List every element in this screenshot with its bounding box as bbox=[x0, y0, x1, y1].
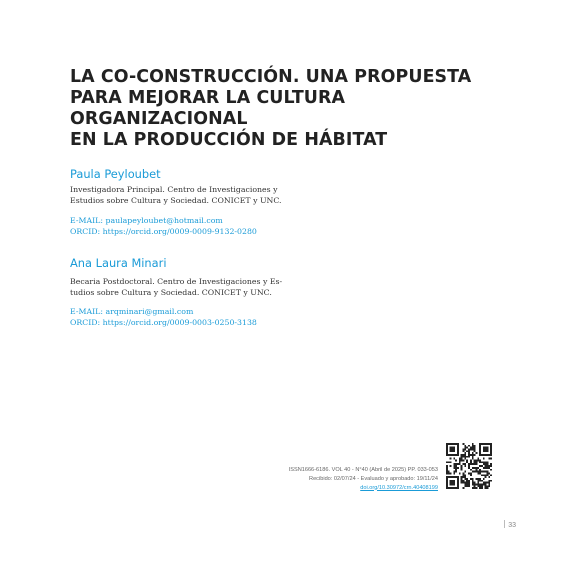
title-bold-part: LA CO-CONSTRUCCIÓN. bbox=[70, 67, 300, 87]
article-title bbox=[70, 67, 510, 151]
dates-line: Recibido: 02/07/24 - Evaluado y aprobado: 19/11/24 bbox=[309, 475, 438, 482]
author-email-1[interactable]: E-MAIL: paulapeyloubet@hotmail.com bbox=[70, 216, 223, 225]
issn-line: ISSN1666-6186. VOL 40 - N°40 (Abril de 2025) PP. 033-053 bbox=[288, 467, 438, 473]
author-affiliation-2 bbox=[70, 276, 295, 298]
author-email-2[interactable]: E-MAIL: arqminari@gmail.com bbox=[70, 307, 194, 316]
qr-code-icon bbox=[446, 443, 492, 489]
affiliation-line: Becaria Postdoctoral. Centro de Investigaciones y Es- bbox=[70, 277, 283, 286]
author-orcid-1[interactable]: ORCID: https://orcid.org/0009-0009-9132-0280 bbox=[70, 227, 257, 236]
title-line2: PARA MEJORAR LA CULTURA ORGANIZACIONAL bbox=[70, 88, 346, 129]
author-name-1: Paula Peyloubet bbox=[70, 167, 161, 181]
doi-link[interactable]: doi.org/10.30972/crn.40408199 bbox=[360, 484, 438, 491]
page-number: 33 bbox=[504, 520, 516, 529]
publication-info bbox=[289, 466, 438, 492]
affiliation-line: tudios sobre Cultura y Sociedad. CONICET y UNC. bbox=[70, 288, 272, 297]
title-line3: EN LA PRODUCCIÓN DE HÁBITAT bbox=[70, 130, 388, 150]
author-orcid-2[interactable]: ORCID: https://orcid.org/0009-0003-0250-3138 bbox=[70, 318, 257, 327]
affiliation-line: Investigadora Principal. Centro de Investigaciones y bbox=[70, 185, 278, 194]
author-affiliation-1 bbox=[70, 184, 295, 206]
author-name-2: Ana Laura Minari bbox=[70, 256, 167, 270]
affiliation-line: Estudios sobre Cultura y Sociedad. CONICET y UNC. bbox=[70, 196, 282, 205]
title-line1-rest: UNA PROPUESTA bbox=[299, 67, 472, 87]
